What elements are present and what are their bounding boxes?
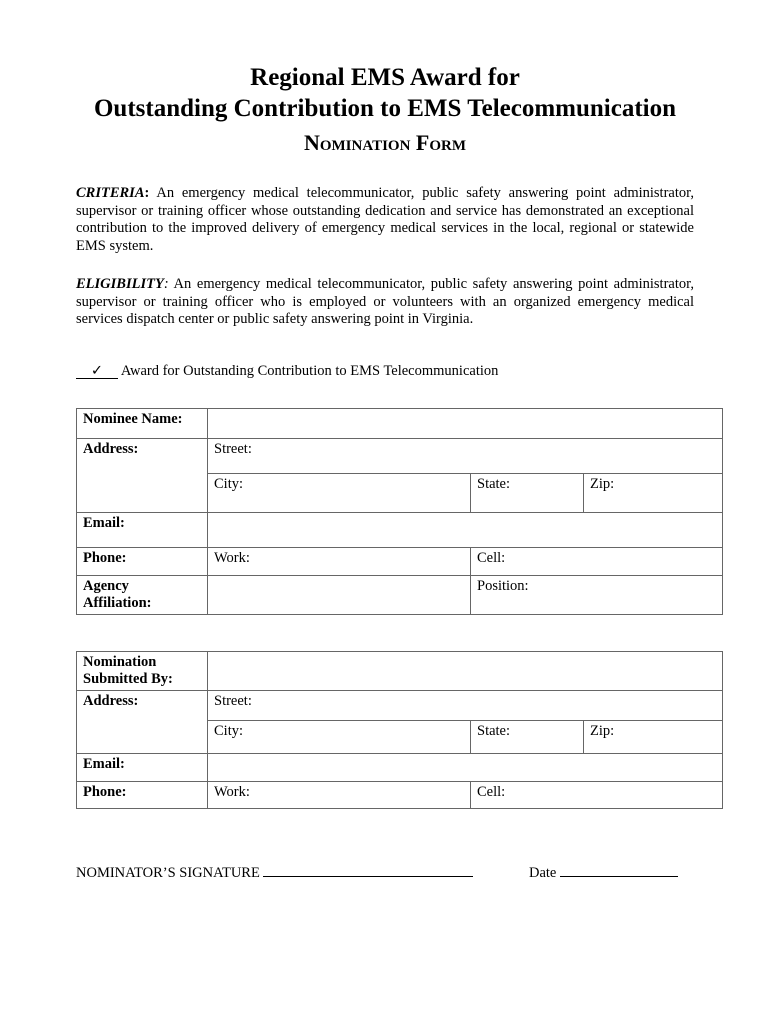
nominee-state-field[interactable] [471,474,584,513]
signature-label: NOMINATOR’S SIGNATURE [76,865,260,881]
nominee-name-field[interactable] [208,409,723,439]
position-label: Position: [477,578,529,594]
nominator-phone-label: Phone: [77,782,208,809]
title-line-1: Regional EMS Award for [250,64,520,91]
nominator-email-field[interactable] [208,754,723,782]
eligibility-paragraph: ELIGIBILITY: An emergency medical telecommunicator, public safety answering point administrator, supervisor or training officer who is employed or volunteers with an organized emergency medical services dispatch center or public safety answering point in Virginia. [76,276,694,327]
nominee-city-field[interactable] [208,474,471,513]
signature-field[interactable] [263,862,473,877]
work-label: Work: [214,550,250,566]
criteria-text: An emergency medical telecommunicator, public safety answering point administrator, supervisor or training officer whose outstanding dedication and service has demonstrated an exceptional contribution to the improved delivery of emergency medical services in the local, regional or statewide EMS system. [76,185,694,254]
criteria-paragraph: CRITERIA: An emergency medical telecommunicator, public safety answering point administrator, supervisor or training officer whose outstanding dedication and service has demonstrated an exceptional contribution to the improved delivery of emergency medical services in the local, regional or statewide EMS system. [76,185,694,254]
city-label: City: [214,476,244,492]
nominator-street-field[interactable] [208,691,723,721]
nominee-email-field[interactable] [208,513,723,548]
nominee-agency-label: Agency Affiliation: [77,576,208,615]
nominee-street-field[interactable] [208,439,723,474]
award-option-label: Award for Outstanding Contribution to EMS Telecommunication [120,363,499,379]
signature-line [76,862,473,882]
zip-label: Zip: [590,476,615,492]
date-field[interactable] [560,862,678,877]
nominee-work-phone-field[interactable] [208,548,471,576]
nominee-cell-phone-field[interactable] [471,548,723,576]
nominator-city-field[interactable] [208,721,471,754]
state-label: State: [477,476,511,492]
eligibility-label: ELIGIBILITY [76,276,164,292]
nominator-email-label: Email: [77,754,208,782]
award-option [76,363,498,380]
cell-label: Cell: [477,550,506,566]
nominee-table [76,408,723,615]
date-label: Date [529,865,557,881]
nominator-zip-field[interactable] [584,721,723,754]
street-label: Street: [214,441,252,457]
nominator-address-label: Address: [77,691,208,754]
street-label: Street: [214,693,252,709]
nominee-zip-field[interactable] [584,474,723,513]
criteria-label: CRITERIA [76,185,145,201]
award-checkmark[interactable]: ✓ [76,364,118,379]
nominee-agency-field[interactable] [208,576,471,615]
date-line [529,862,678,882]
nominee-position-field[interactable] [471,576,723,615]
nominator-name-field[interactable] [208,652,723,691]
zip-label: Zip: [590,723,615,739]
nominee-phone-label: Phone: [77,548,208,576]
nominator-work-phone-field[interactable] [208,782,471,809]
nominator-cell-phone-field[interactable] [471,782,723,809]
nominator-state-field[interactable] [471,721,584,754]
nominee-name-label: Nominee Name: [77,409,208,439]
nominee-email-label: Email: [77,513,208,548]
nominator-table [76,651,723,809]
form-heading: Nomination Form [303,130,467,155]
eligibility-text: An emergency medical telecommunicator, public safety answering point administrator, supervisor or training officer who is employed or volunteers with an organized emergency medical services dispatch center or public safety answering point in Virginia. [76,276,694,327]
title-line-2: Outstanding Contribution to EMS Telecommunication [93,95,677,122]
city-label: City: [214,723,244,739]
nomination-submitted-label: Nomination Submitted By: [77,652,208,691]
nominee-address-label: Address: [77,439,208,513]
work-label: Work: [214,784,250,800]
state-label: State: [477,723,511,739]
cell-label: Cell: [477,784,506,800]
